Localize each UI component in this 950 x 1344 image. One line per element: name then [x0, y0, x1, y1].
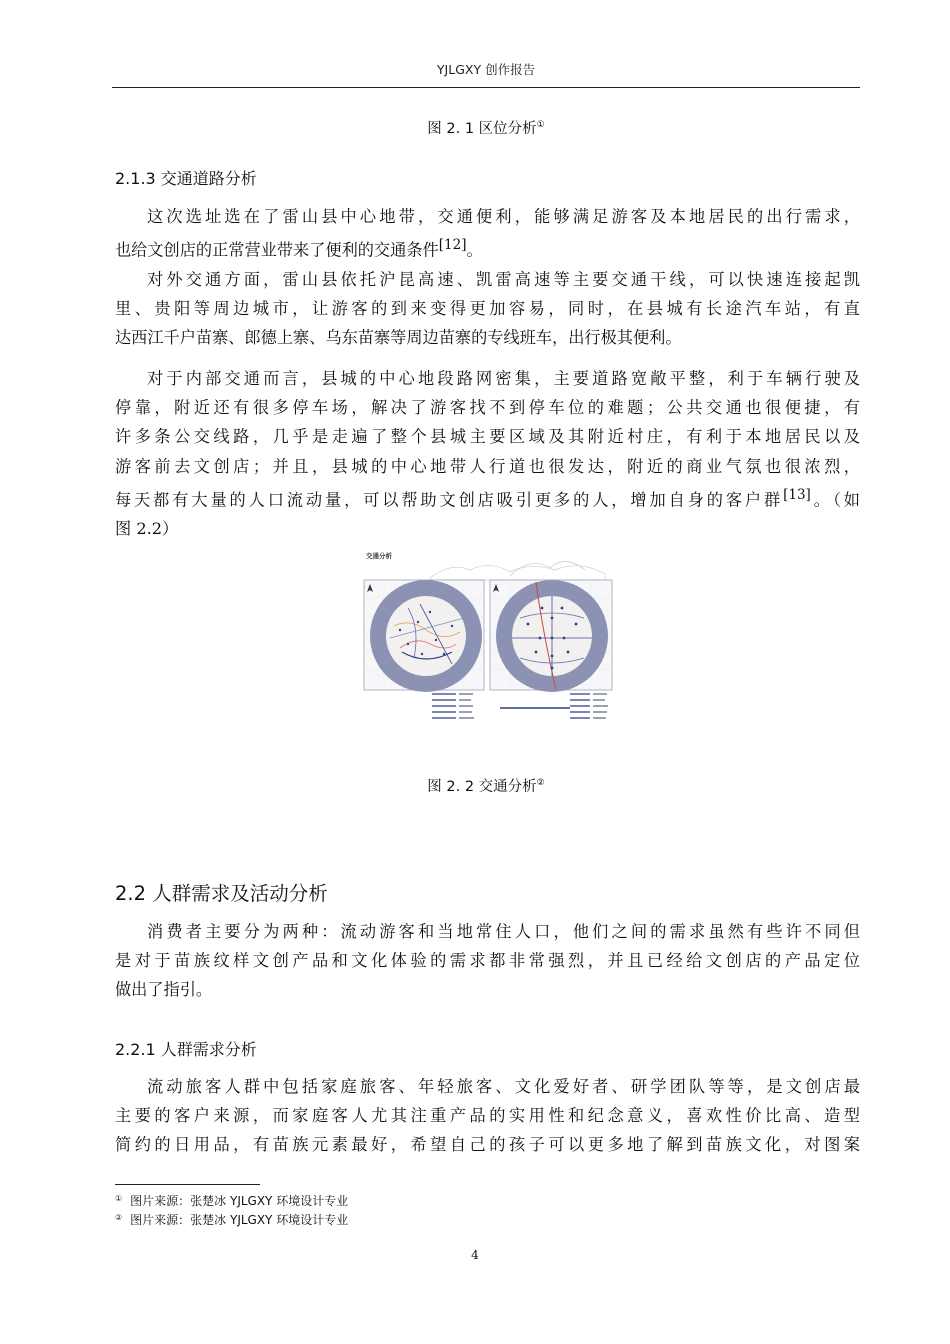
- section-heading-2-2-1: 2.2.1 人群需求分析: [115, 1040, 257, 1059]
- paragraph-line: 里、贵阳等周边城市，让游客的到来变得更加容易，同时，在县城有长途汽车站，有直: [115, 299, 860, 319]
- paragraph-line: 主要的客户来源，而家庭客人尤其注重产品的实用性和纪念意义，喜欢性价比高、造型: [115, 1106, 860, 1126]
- paragraph-intro: [115, 202, 860, 265]
- paragraph-internal-traffic: [115, 364, 860, 544]
- paragraph-line: 达西江千户苗寨、郎德上寨、乌东苗寨等周边苗寨的专线班车，出行极其便利。: [115, 328, 682, 348]
- paragraph-line: 是对于苗族纹样文创产品和文化体验的需求都非常强烈，并且已经给文创店的产品定位: [115, 951, 860, 971]
- paragraph-line: 图 2.2）: [115, 519, 179, 539]
- figure-2-1-caption: [112, 117, 860, 138]
- paragraph-line: 每天都有大量的人口流动量，可以帮助文创店吸引更多的人，增加自身的客户群[13]。（如: [115, 486, 860, 510]
- paragraph-line: 对外交通方面，雷山县依托沪昆高速、凯雷高速等主要交通干线，可以快速连接起凯: [147, 270, 860, 289]
- page-number: 4: [471, 1248, 479, 1262]
- paragraph-line: 对于内部交通而言，县城的中心地段路网密集，主要道路宽敞平整，利于车辆行驶及: [147, 369, 860, 388]
- figure-2-2-caption: [112, 775, 860, 796]
- paragraph-line: 也给文创店的正常营业带来了便利的交通条件[12]。: [115, 237, 483, 260]
- header-rule: [112, 87, 860, 88]
- paragraph-consumers: [115, 917, 860, 1005]
- paragraph-line: 做出了指引。: [115, 980, 213, 1000]
- footnote-text: 图片来源：张楚冰 YJLGXY 环境设计专业: [130, 1194, 349, 1208]
- footnote-text: 图片来源：张楚冰 YJLGXY 环境设计专业: [130, 1213, 349, 1227]
- paragraph-line: 消费者主要分为两种：流动游客和当地常住人口，他们之间的需求虽然有些许不同但: [147, 922, 860, 941]
- footnote-rule: [115, 1184, 260, 1185]
- paragraph-line: 游客前去文创店；并且，县城的中心地带人行道也很发达，附近的商业气氛也很浓烈，: [115, 456, 860, 476]
- section-heading-2-1-3: 2.1.3 交通道路分析: [115, 169, 257, 188]
- footnote: [115, 1192, 348, 1209]
- paragraph-demand: [115, 1072, 860, 1160]
- paragraph-line: 简约的日用品，有苗族元素最好，希望自己的孩子可以更多地了解到苗族文化，对图案: [115, 1135, 860, 1155]
- figure-title: 交通分析: [366, 552, 392, 560]
- citation: [12]: [438, 237, 467, 254]
- paragraph-external-traffic: [115, 265, 860, 353]
- caption-text: 图 2. 2 交通分析: [427, 779, 537, 795]
- paragraph-line: 停靠，附近还有很多停车场，解决了游客找不到停车位的难题；公共交通也很便捷，有: [115, 398, 860, 418]
- paragraph-line: 这次选址选在了雷山县中心地带，交通便利，能够满足游客及本地居民的出行需求，: [147, 207, 860, 226]
- citation: [13]: [783, 486, 811, 503]
- paragraph-line: 许多条公交线路，几乎是走遍了整个县城主要区域及其附近村庄，有利于本地居民以及: [115, 427, 860, 447]
- caption-text: 图 2. 1 区位分析: [427, 121, 537, 137]
- paragraph-line: 流动旅客人群中包括家庭旅客、年轻旅客、文化爱好者、研学团队等等，是文创店最: [147, 1077, 860, 1096]
- footnote-mark: ②: [536, 778, 545, 788]
- footnote: [115, 1211, 348, 1228]
- footnote-mark: ①: [115, 1194, 123, 1203]
- running-header: YJLGXY 创作报告: [436, 62, 536, 77]
- footnote-mark: ①: [536, 120, 545, 130]
- section-heading-2-2: 2.2 人群需求及活动分析: [115, 882, 328, 905]
- footnote-mark: ②: [115, 1213, 123, 1222]
- traffic-analysis-figure: [360, 548, 616, 724]
